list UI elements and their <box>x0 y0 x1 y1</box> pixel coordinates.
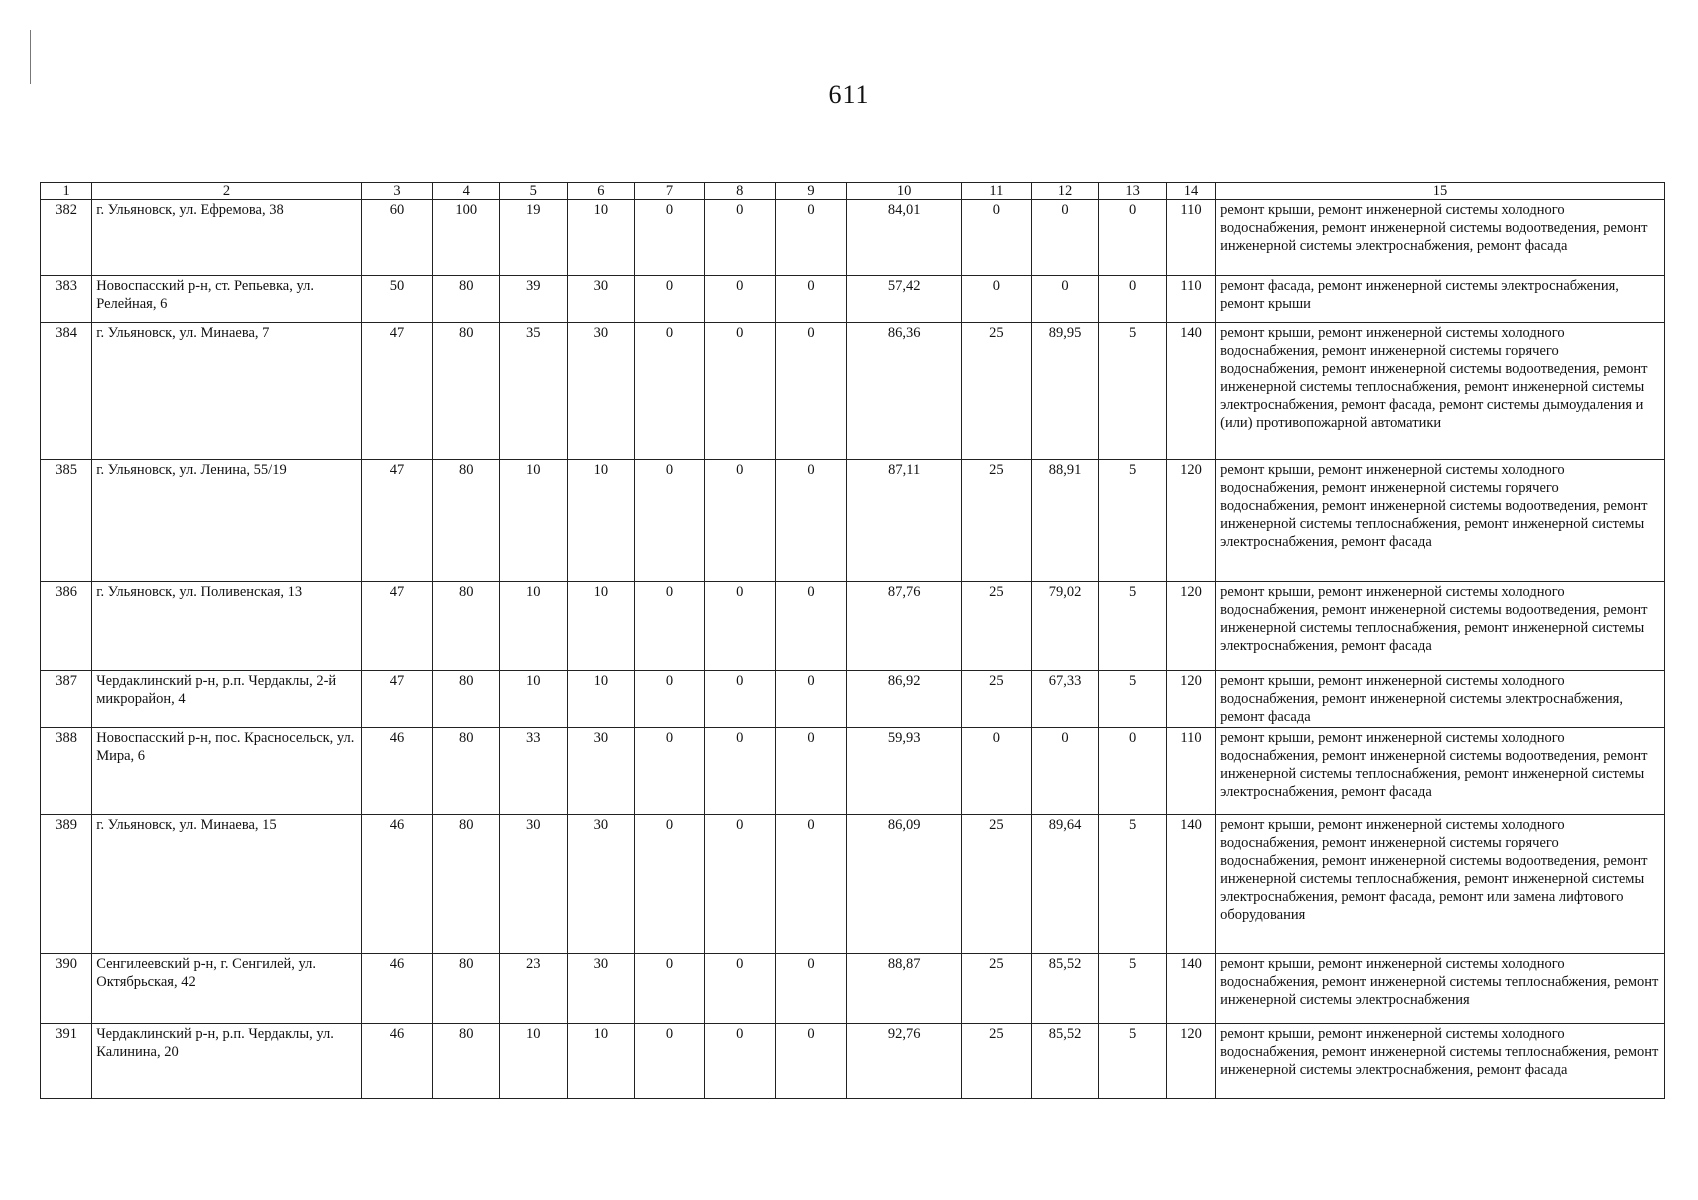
cell-col-11: 25 <box>962 460 1032 582</box>
cell-address: Новоспасский р-н, ст. Репьевка, ул. Релейная, 6 <box>92 276 361 323</box>
cell-col-13: 5 <box>1099 954 1167 1024</box>
cell-col-12: 0 <box>1031 200 1099 276</box>
cell-col-7: 0 <box>635 954 705 1024</box>
cell-col-6: 10 <box>567 460 635 582</box>
cell-row-number: 386 <box>41 582 92 671</box>
cell-row-number: 387 <box>41 671 92 728</box>
cell-col-9: 0 <box>775 671 847 728</box>
column-header-13: 13 <box>1099 183 1167 200</box>
cell-col-12: 0 <box>1031 728 1099 815</box>
cell-row-number: 382 <box>41 200 92 276</box>
cell-col-8: 0 <box>704 323 775 460</box>
cell-col-13: 0 <box>1099 200 1167 276</box>
cell-col-4: 80 <box>433 582 500 671</box>
cell-col-4: 80 <box>433 728 500 815</box>
cell-col-5: 39 <box>500 276 568 323</box>
cell-col-7: 0 <box>635 276 705 323</box>
cell-col-7: 0 <box>635 671 705 728</box>
cell-repair-works: ремонт крыши, ремонт инженерной системы холодного водоснабжения, ремонт инженерной системы горячего водоснабжения, ремонт инженерной системы водоотведения, ремонт инженерной системы теплоснабжения, ремонт инженерной системы электроснабжения, ремонт фасада, ремонт системы дымоудаления и (или) противопожарной автоматики <box>1216 323 1665 460</box>
cell-col-3: 47 <box>361 323 433 460</box>
cell-col-14: 140 <box>1166 323 1215 460</box>
column-header-7: 7 <box>635 183 705 200</box>
cell-col-8: 0 <box>704 728 775 815</box>
cell-address: г. Ульяновск, ул. Ленина, 55/19 <box>92 460 361 582</box>
cell-col-7: 0 <box>635 582 705 671</box>
cell-col-12: 0 <box>1031 276 1099 323</box>
cell-col-9: 0 <box>775 200 847 276</box>
cell-col-3: 60 <box>361 200 433 276</box>
cell-col-9: 0 <box>775 582 847 671</box>
cell-col-12: 85,52 <box>1031 1024 1099 1099</box>
cell-col-9: 0 <box>775 815 847 954</box>
cell-col-9: 0 <box>775 1024 847 1099</box>
cell-col-10: 86,36 <box>847 323 962 460</box>
cell-col-13: 5 <box>1099 1024 1167 1099</box>
cell-address: г. Ульяновск, ул. Ефремова, 38 <box>92 200 361 276</box>
cell-col-11: 25 <box>962 323 1032 460</box>
cell-col-8: 0 <box>704 671 775 728</box>
table-row <box>41 815 1665 954</box>
cell-row-number: 388 <box>41 728 92 815</box>
cell-address: г. Ульяновск, ул. Минаева, 15 <box>92 815 361 954</box>
cell-col-5: 10 <box>500 460 568 582</box>
cell-col-10: 84,01 <box>847 200 962 276</box>
cell-col-11: 25 <box>962 954 1032 1024</box>
cell-col-3: 46 <box>361 815 433 954</box>
cell-col-3: 46 <box>361 954 433 1024</box>
cell-col-6: 10 <box>567 582 635 671</box>
column-header-5: 5 <box>500 183 568 200</box>
cell-col-10: 88,87 <box>847 954 962 1024</box>
cell-address: г. Ульяновск, ул. Минаева, 7 <box>92 323 361 460</box>
cell-col-12: 85,52 <box>1031 954 1099 1024</box>
cell-col-13: 5 <box>1099 582 1167 671</box>
cell-repair-works: ремонт крыши, ремонт инженерной системы холодного водоснабжения, ремонт инженерной системы электроснабжения, ремонт фасада <box>1216 671 1665 728</box>
cell-col-6: 10 <box>567 200 635 276</box>
table-row <box>41 582 1665 671</box>
cell-col-9: 0 <box>775 954 847 1024</box>
cell-col-14: 140 <box>1166 954 1215 1024</box>
column-header-9: 9 <box>775 183 847 200</box>
cell-col-12: 89,64 <box>1031 815 1099 954</box>
table-row <box>41 460 1665 582</box>
cell-col-12: 88,91 <box>1031 460 1099 582</box>
cell-col-5: 10 <box>500 582 568 671</box>
cell-col-12: 79,02 <box>1031 582 1099 671</box>
cell-address: Чердаклинский р-н, р.п. Чердаклы, 2-й микрорайон, 4 <box>92 671 361 728</box>
column-header-14: 14 <box>1166 183 1215 200</box>
page-number: 611 <box>828 80 870 109</box>
cell-col-3: 47 <box>361 460 433 582</box>
table-row <box>41 276 1665 323</box>
cell-col-4: 80 <box>433 815 500 954</box>
cell-col-12: 67,33 <box>1031 671 1099 728</box>
column-header-12: 12 <box>1031 183 1099 200</box>
cell-col-5: 30 <box>500 815 568 954</box>
cell-col-7: 0 <box>635 815 705 954</box>
cell-col-4: 80 <box>433 323 500 460</box>
cell-repair-works: ремонт крыши, ремонт инженерной системы холодного водоснабжения, ремонт инженерной системы водоотведения, ремонт инженерной системы электроснабжения, ремонт фасада <box>1216 200 1665 276</box>
cell-col-14: 110 <box>1166 728 1215 815</box>
cell-row-number: 391 <box>41 1024 92 1099</box>
cell-col-7: 0 <box>635 200 705 276</box>
column-header-11: 11 <box>962 183 1032 200</box>
cell-repair-works: ремонт крыши, ремонт инженерной системы холодного водоснабжения, ремонт инженерной системы водоотведения, ремонт инженерной системы теплоснабжения, ремонт инженерной системы электроснабжения, ремонт фасада <box>1216 728 1665 815</box>
cell-col-6: 30 <box>567 954 635 1024</box>
cell-col-6: 30 <box>567 323 635 460</box>
cell-address: Новоспасский р-н, пос. Красносельск, ул. Мира, 6 <box>92 728 361 815</box>
cell-col-8: 0 <box>704 815 775 954</box>
cell-col-11: 25 <box>962 582 1032 671</box>
cell-col-9: 0 <box>775 276 847 323</box>
table-row <box>41 954 1665 1024</box>
cell-col-6: 30 <box>567 276 635 323</box>
cell-row-number: 383 <box>41 276 92 323</box>
cell-col-6: 30 <box>567 728 635 815</box>
column-header-8: 8 <box>704 183 775 200</box>
cell-col-8: 0 <box>704 200 775 276</box>
cell-col-14: 120 <box>1166 460 1215 582</box>
cell-address: г. Ульяновск, ул. Поливенская, 13 <box>92 582 361 671</box>
cell-col-8: 0 <box>704 460 775 582</box>
cell-col-8: 0 <box>704 1024 775 1099</box>
cell-col-14: 120 <box>1166 671 1215 728</box>
cell-col-12: 89,95 <box>1031 323 1099 460</box>
cell-col-14: 120 <box>1166 1024 1215 1099</box>
cell-col-3: 50 <box>361 276 433 323</box>
cell-col-9: 0 <box>775 728 847 815</box>
cell-col-10: 59,93 <box>847 728 962 815</box>
cell-col-5: 33 <box>500 728 568 815</box>
cell-col-6: 10 <box>567 671 635 728</box>
cell-col-4: 80 <box>433 671 500 728</box>
cell-col-7: 0 <box>635 728 705 815</box>
cell-col-11: 25 <box>962 671 1032 728</box>
cell-col-3: 47 <box>361 582 433 671</box>
cell-col-14: 140 <box>1166 815 1215 954</box>
column-header-3: 3 <box>361 183 433 200</box>
cell-row-number: 384 <box>41 323 92 460</box>
cell-col-11: 25 <box>962 1024 1032 1099</box>
cell-col-6: 10 <box>567 1024 635 1099</box>
cell-col-5: 10 <box>500 671 568 728</box>
column-header-4: 4 <box>433 183 500 200</box>
cell-repair-works: ремонт крыши, ремонт инженерной системы холодного водоснабжения, ремонт инженерной системы горячего водоснабжения, ремонт инженерной системы водоотведения, ремонт инженерной системы теплоснабжения, ремонт инженерной системы электроснабжения, ремонт фасада, ремонт или замена лифтового оборудования <box>1216 815 1665 954</box>
cell-col-10: 87,11 <box>847 460 962 582</box>
cell-col-8: 0 <box>704 582 775 671</box>
cell-repair-works: ремонт крыши, ремонт инженерной системы холодного водоснабжения, ремонт инженерной системы водоотведения, ремонт инженерной системы теплоснабжения, ремонт инженерной системы электроснабжения, ремонт фасада <box>1216 582 1665 671</box>
cell-col-6: 30 <box>567 815 635 954</box>
cell-col-10: 92,76 <box>847 1024 962 1099</box>
cell-col-7: 0 <box>635 1024 705 1099</box>
cell-col-4: 80 <box>433 460 500 582</box>
cell-col-4: 80 <box>433 276 500 323</box>
cell-col-13: 5 <box>1099 815 1167 954</box>
cell-col-8: 0 <box>704 276 775 323</box>
cell-col-5: 35 <box>500 323 568 460</box>
cell-col-9: 0 <box>775 323 847 460</box>
cell-col-13: 5 <box>1099 460 1167 582</box>
cell-col-10: 86,92 <box>847 671 962 728</box>
cell-col-10: 87,76 <box>847 582 962 671</box>
housing-repair-table <box>40 182 1665 1099</box>
cell-col-5: 19 <box>500 200 568 276</box>
cell-col-14: 120 <box>1166 582 1215 671</box>
table-row <box>41 200 1665 276</box>
cell-col-8: 0 <box>704 954 775 1024</box>
cell-col-3: 46 <box>361 1024 433 1099</box>
column-header-6: 6 <box>567 183 635 200</box>
scan-edge-mark <box>30 30 31 84</box>
column-header-2: 2 <box>92 183 361 200</box>
cell-col-11: 0 <box>962 728 1032 815</box>
cell-col-9: 0 <box>775 460 847 582</box>
cell-row-number: 385 <box>41 460 92 582</box>
cell-col-11: 0 <box>962 200 1032 276</box>
cell-col-5: 10 <box>500 1024 568 1099</box>
cell-col-14: 110 <box>1166 276 1215 323</box>
cell-row-number: 389 <box>41 815 92 954</box>
cell-col-4: 80 <box>433 1024 500 1099</box>
cell-col-13: 5 <box>1099 671 1167 728</box>
cell-col-7: 0 <box>635 323 705 460</box>
cell-col-11: 25 <box>962 815 1032 954</box>
cell-repair-works: ремонт фасада, ремонт инженерной системы электроснабжения, ремонт крыши <box>1216 276 1665 323</box>
cell-repair-works: ремонт крыши, ремонт инженерной системы холодного водоснабжения, ремонт инженерной системы теплоснабжения, ремонт инженерной системы электроснабжения <box>1216 954 1665 1024</box>
cell-col-3: 47 <box>361 671 433 728</box>
cell-col-7: 0 <box>635 460 705 582</box>
cell-repair-works: ремонт крыши, ремонт инженерной системы холодного водоснабжения, ремонт инженерной системы теплоснабжения, ремонт инженерной системы электроснабжения, ремонт фасада <box>1216 1024 1665 1099</box>
cell-col-3: 46 <box>361 728 433 815</box>
cell-col-13: 0 <box>1099 276 1167 323</box>
cell-row-number: 390 <box>41 954 92 1024</box>
cell-col-4: 100 <box>433 200 500 276</box>
cell-col-10: 86,09 <box>847 815 962 954</box>
cell-col-11: 0 <box>962 276 1032 323</box>
column-header-10: 10 <box>847 183 962 200</box>
cell-address: Сенгилеевский р-н, г. Сенгилей, ул. Октябрьская, 42 <box>92 954 361 1024</box>
cell-col-13: 5 <box>1099 323 1167 460</box>
table-row <box>41 1024 1665 1099</box>
cell-col-10: 57,42 <box>847 276 962 323</box>
table-row <box>41 323 1665 460</box>
header-row <box>41 183 1665 200</box>
table-row <box>41 671 1665 728</box>
table-row <box>41 728 1665 815</box>
cell-col-14: 110 <box>1166 200 1215 276</box>
cell-col-13: 0 <box>1099 728 1167 815</box>
cell-address: Чердаклинский р-н, р.п. Чердаклы, ул. Калинина, 20 <box>92 1024 361 1099</box>
column-header-1: 1 <box>41 183 92 200</box>
cell-repair-works: ремонт крыши, ремонт инженерной системы холодного водоснабжения, ремонт инженерной системы горячего водоснабжения, ремонт инженерной системы водоотведения, ремонт инженерной системы теплоснабжения, ремонт инженерной системы электроснабжения, ремонт фасада <box>1216 460 1665 582</box>
cell-col-4: 80 <box>433 954 500 1024</box>
table-body <box>41 200 1665 1099</box>
column-header-15: 15 <box>1216 183 1665 200</box>
cell-col-5: 23 <box>500 954 568 1024</box>
